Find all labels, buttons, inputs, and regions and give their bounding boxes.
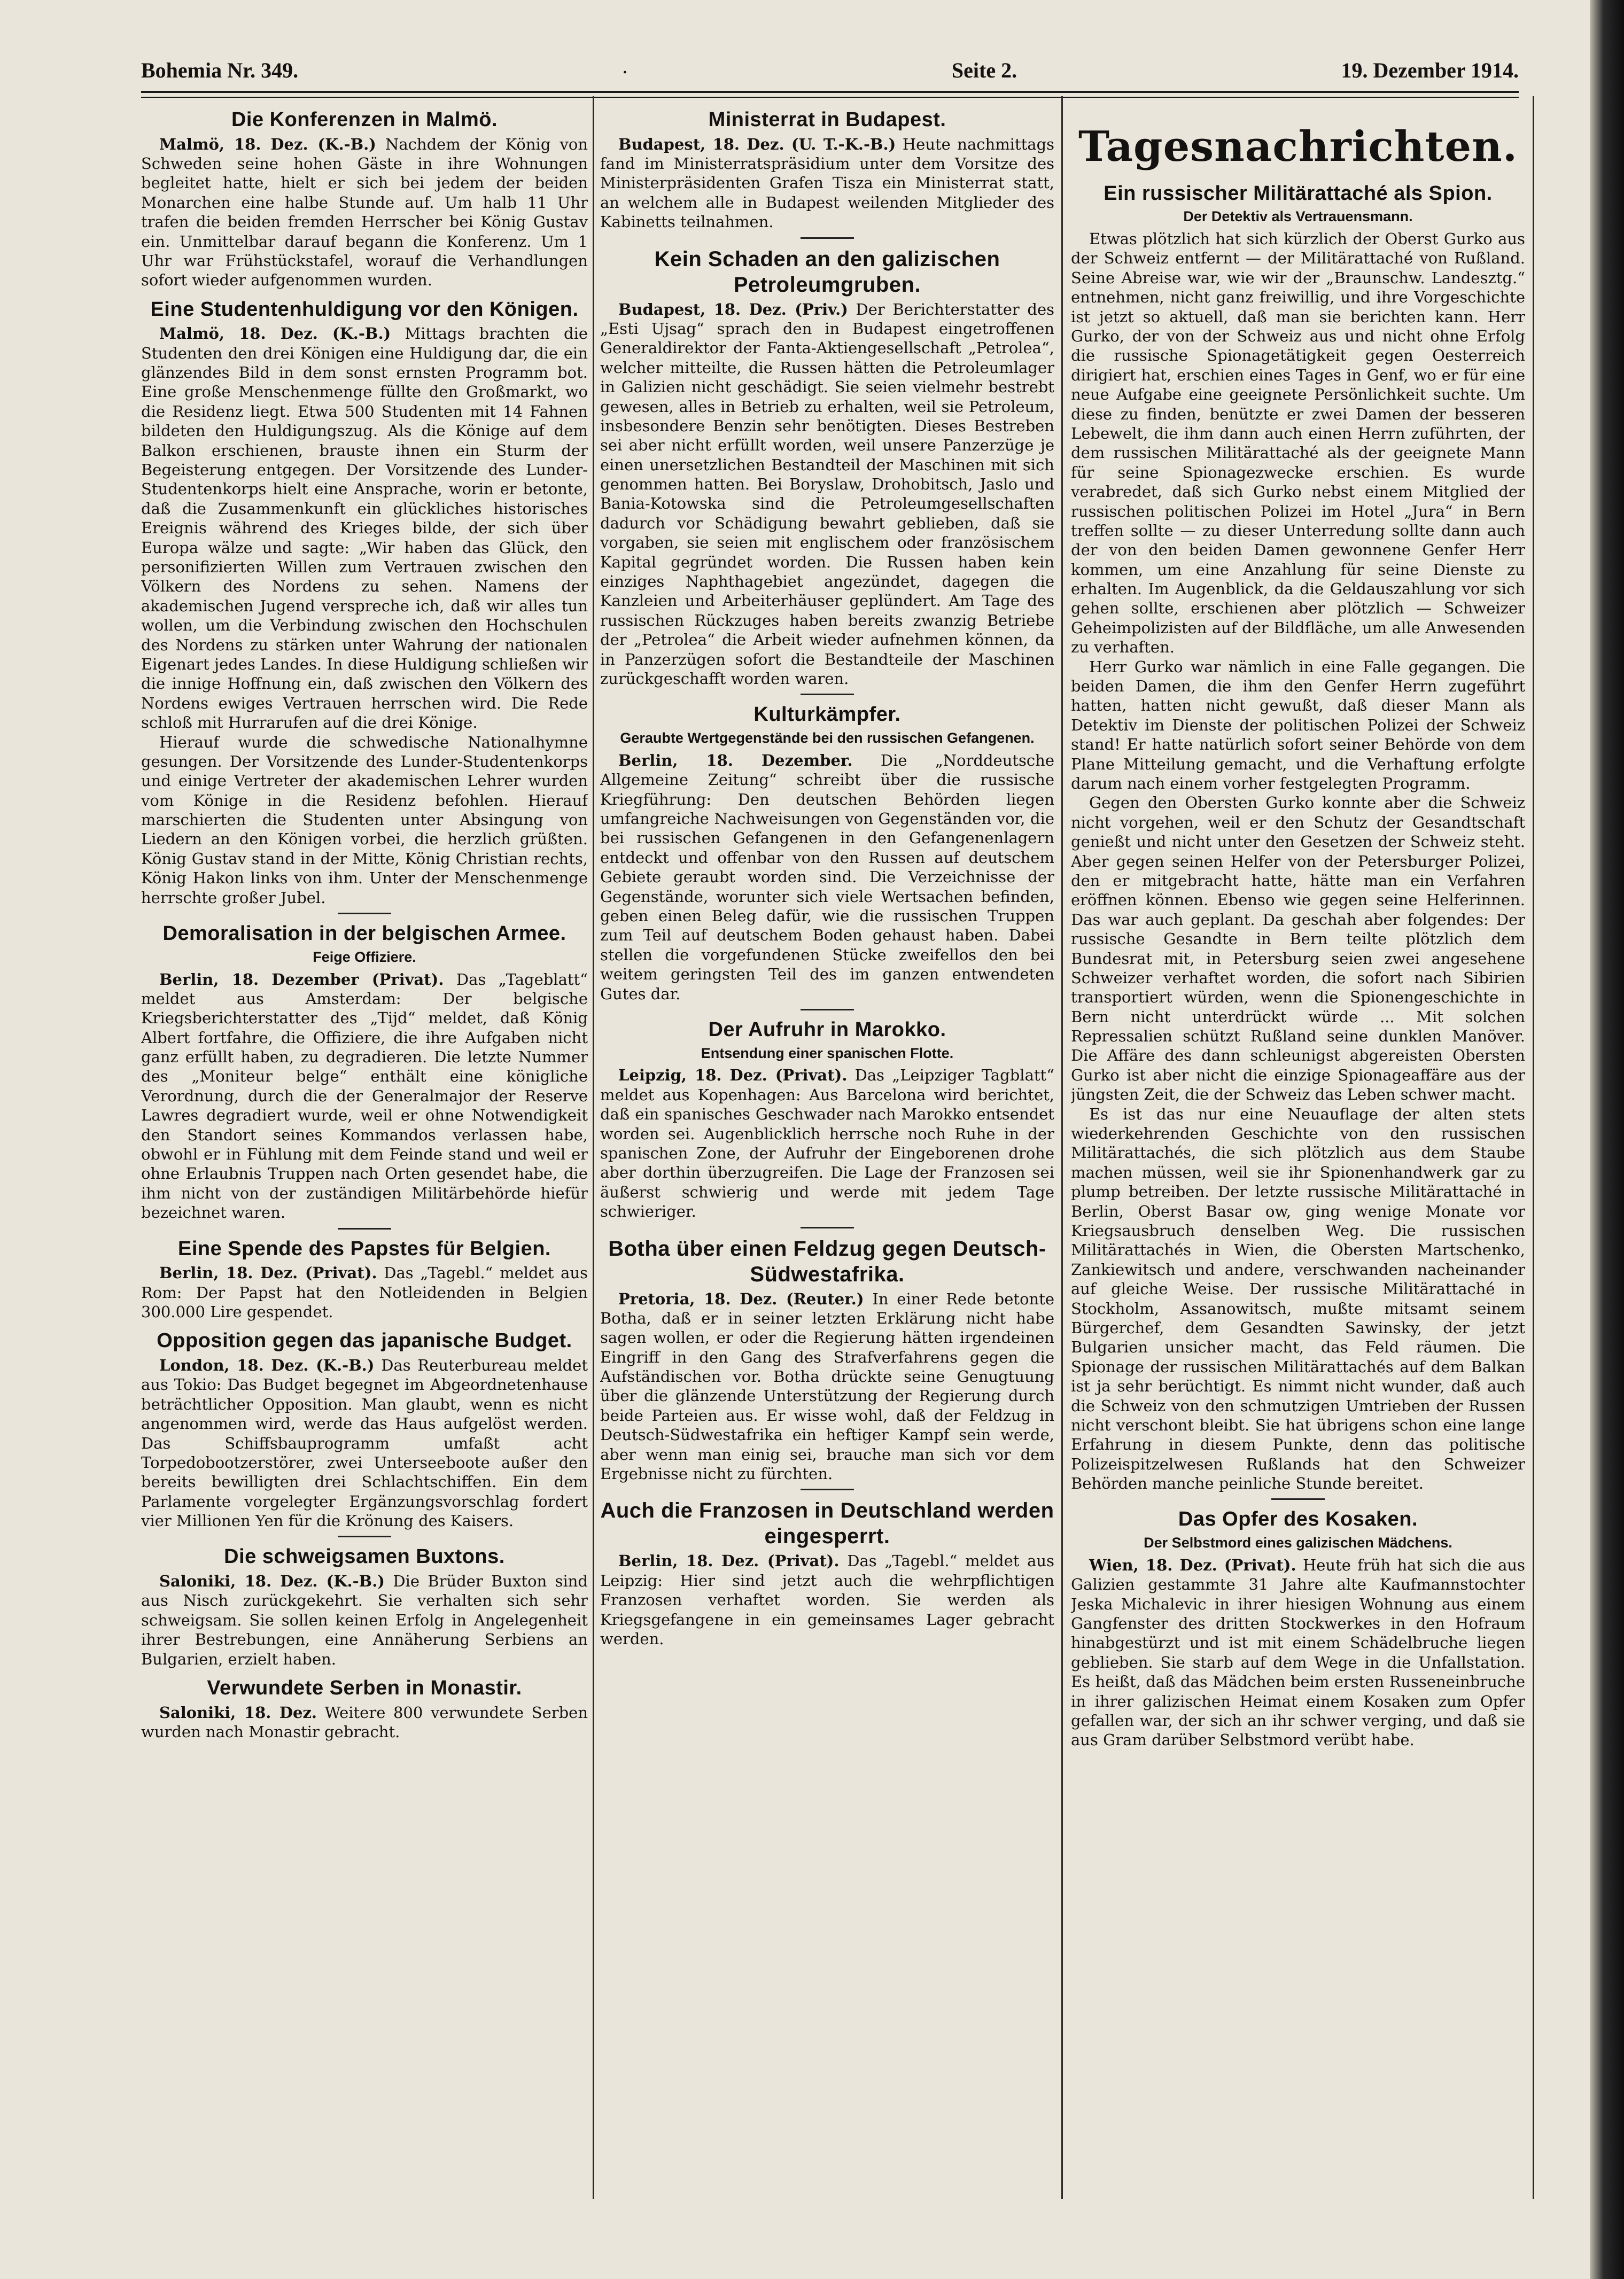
article-ministerrat xyxy=(600,108,1054,232)
article-spende-papst xyxy=(141,1237,588,1322)
article-headline: Verwundete Serben in Monastir. xyxy=(207,1677,522,1699)
article-dateline: London, 18. Dez. (K.-B.) xyxy=(159,1356,375,1374)
article-body xyxy=(141,1263,588,1321)
column-1 xyxy=(141,100,588,2199)
article-headline: Kulturkämpfer. xyxy=(753,703,901,726)
article-text: Das „Leipziger Tagblatt“ meldet aus Kopenhagen: Aus Barcelona wird berichtet, daß ein spanisches Geschwader nach Marokko entsendet worden sei. Augenblicklich herrsche noch Ruhe in der spanischen Zone, der Aufruhr der Eingeborenen drohe aber dorthin überzugreifen. Die Lage der Franzosen sei äußerst schwierig und werde mit jedem Tage schwieriger. xyxy=(600,1066,1054,1221)
article-dateline: Saloniki, 18. Dez. (K.-B.) xyxy=(159,1572,385,1591)
article-body xyxy=(600,300,1054,689)
article-headline: Das Opfer des Kosaken. xyxy=(1178,1508,1418,1531)
article-dateline: Pretoria, 18. Dez. (Reuter.) xyxy=(618,1289,864,1308)
article-headline: Ein russischer Militärattaché als Spion. xyxy=(1104,182,1493,205)
article-body: Etwas plötzlich hat sich kürzlich der Oberst Gurko aus der Schweiz entfernt — der Militärattaché von Rußland. Seine Abreise war, wie wir der „Braunschw. Landesztg.“ entnehmen, nicht ganz freiwillig, und ihre Vorgeschichte ist jetzt so aktuell, daß man sie berichten kann. Herr Gurko, der von der Schweiz aus und nicht ohne Erfolg die russische Spionagetätigkeit gegen Oesterreich dirigiert hat, erschien eines Tages in Genf, wo er für eine neue Aufgabe eine geeignete Persönlichkeit suchte. Um diese zu finden, benützte er zwei Damen der besseren Lebewelt, die ihm dann auch einen Herrn zuführten, der dem russischen Militärattaché als der geeignete Mann für seine Spionagezwecke erschien. Es wurde verabredet, daß sich Gurko nebst einem Mitglied der russischen politischen Polizei im Hotel „Jura“ in Bern treffen sollte — zu dieser Unterredung sollte dann auch der von den beiden Damen gewonnene Genfer Herr kommen, um eine Anzahlung für seine Dienste zu erhalten. Im Augenblick, da die Geldauszahlung vor sich gehen sollte, erschienen aber plötzlich — Schweizer Geheimpolizisten auf der Bildfläche, um alle Anwesenden zu verhaften. xyxy=(1071,230,1525,657)
article-text: Mittags brachten die Studenten den drei Königen eine Huldigung dar, die ein glänzendes Bild in dem sonst ernsten Programm bot. Eine große Menschenmenge füllte den Großmarkt, wo die Residenz liegt. Etwa 500 Studenten mit 14 Fahnen bildeten den Huldigungszug. Als die Könige auf dem Balkon erschienen, brauste ihnen ein Sturm der Begeisterung entgegen. Der Vorsitzende des Lunder-Studentenkorps hielt eine Ansprache, worin er betonte, daß die Zusammenkunft ein glückliches historisches Ereignis während des Krieges bilde, der sich über Europa wälze und sagte: „Wir haben das Glück, den personifizierten Willen zum Vertrauen zwischen den Völkern des Nordens zu sehen. Namens der akademischen Jugend verspreche ich, daß wir alles tun wollen, um die Verbindung zwischen den Hochschulen des Nordens zu stärken unter Wahrung der nationalen Eigenart jedes Landes. In diese Huldigung schließen wir die innige Hoffnung ein, daß zwischen den Völkern des Nordens ewiges Vertrauen herrschen wird. Die Rede schloß mit Hurrarufen auf die drei Könige. xyxy=(141,324,588,732)
article-militaerattache-spion xyxy=(1071,182,1525,1494)
article-dateline: Wien, 18. Dez. (Privat). xyxy=(1089,1555,1296,1574)
article-body xyxy=(141,135,588,290)
article-text: Das Reuterbureau meldet aus Tokio: Das Budget begegnet im Abgeordnetenhause beträchtlicher Opposition. Man glaubt, wenn es nicht angenommen wird, werde das Haus aufgelöst werden. Das Schiffsbauprogramm umfaßt acht Torpedobootzerstörer, zwei Unterseeboote außer den bereits bewilligten drei Schlachtschiffen. Ein dem Parlamente vorgelegter Ergänzungsvorschlag fordert vier Millionen Yen für die Krönung des Kaisers. xyxy=(141,1356,588,1530)
article-text: Heute früh hat sich die aus Galizien gestammte 31 Jahre alte Kaufmannstochter Jeska Michalevic in ihrer hiesigen Wohnung aus einem Gangfenster des dritten Stockwerkes in den Hofraum hinabgestürzt und ist mit einem Schädelbruche liegen geblieben. Sie starb auf dem Wege in die Unfallstation. Es heißt, daß das Mädchen beim ersten Russeneinbruche in ihrer galizischen Heimat einem Kosaken zum Opfer gefallen war, der sich an ihr schwer verging, und daß sie aus Gram darüber Selbstmord verübt habe. xyxy=(1071,1555,1525,1749)
article-body xyxy=(141,1703,588,1742)
article-separator xyxy=(801,694,854,695)
article-dateline: Leipzig, 18. Dez. (Privat). xyxy=(618,1066,848,1085)
header-date: 19. Dezember 1914. xyxy=(1341,58,1519,82)
article-text: Das „Tagebl.“ meldet aus Rom: Der Papst hat den Notleidenden in Belgien 300.000 Lire gespendet. xyxy=(141,1264,588,1321)
article-separator xyxy=(338,913,391,914)
header-dot: · xyxy=(622,64,628,81)
article-text: Das „Tageblatt“ meldet aus Amsterdam: Der belgische Kriegsberichterstatter des „Tijd“ meldet, daß König Albert fortfahre, die Offiziere, die ihre Aufgaben nicht ganz erfüllt haben, zu degradieren. Die letzte Nummer des „Moniteur belge“ enthält eine königliche Verordnung, durch die der Generalmajor der Reserve Lawres degradiert wurde, weil er ohne Notwendigkeit den Standort seines Kommandos verlassen habe, obwohl er in Fühlung mit dem Feinde stand und weil er ohne Erlaubnis Truppen nach Orten gesendet habe, die ihm nicht von der zuständigen Militärbehörde hiefür bezeichnet waren. xyxy=(141,970,588,1222)
article-text: Heute nachmittags fand im Ministerratspräsidium unter dem Vorsitze des Ministerpräsidenten Grafen Tisza ein Ministerrat statt, an welchem alle in Budapest weilenden Mitglieder des Kabinetts teilnahmen. xyxy=(600,135,1054,231)
article-japanisches-budget xyxy=(141,1329,588,1530)
article-headline: Demoralisation in der belgischen Armee. xyxy=(162,922,566,945)
article-body xyxy=(141,970,588,1223)
article-text: In einer Rede betonte Botha, daß er in seiner letzten Erklärung nicht habe sagen wollen, er oder die Regierung hätten irgendeinen Eingriff in den Gang des Strafverfahrens gegen die Aufständischen vor. Botha drückte seine Genugtuung über die glänzende Unterstützung der Regierung durch beide Parteien aus. Er wisse wohl, daß der Feldzug in Deutsch-Südwestafrika ein heftiger Kampf sein werde, aber wenn man einig sei, brauche man sich vor dem Ergebnisse nicht zu fürchten. xyxy=(600,1289,1054,1483)
article-dateline: Malmö, 18. Dez. (K.-B.) xyxy=(159,135,376,153)
article-konferenzen-malmoe xyxy=(141,108,588,290)
article-serben-monastir xyxy=(141,1676,588,1741)
header-paper-issue: Bohemia Nr. 349. xyxy=(141,58,299,82)
article-separator xyxy=(801,1489,854,1490)
article-aufruhr-marokko xyxy=(600,1018,1054,1222)
article-buxtons xyxy=(141,1545,588,1669)
article-body xyxy=(600,1289,1054,1484)
article-body-paragraph-2: Herr Gurko war nämlich in eine Falle gegangen. Die beiden Damen, die ihm den Genfer Herrn zugeführt hatten, hatten nicht gewußt, daß dieser Mann als Detektiv im Dienste der politischen Polizei der Schweiz stand! Er hatte natürlich sofort seiner Behörde von dem Plane Mitteilung gemacht, und die Verhaftung erfolgte darum nach einem vorher festgelegten Programm. xyxy=(1071,657,1525,792)
column-2 xyxy=(600,100,1054,2199)
article-headline: Botha über einen Feldzug gegen Deutsch-Südwestafrika. xyxy=(608,1236,1046,1286)
column-3 xyxy=(1071,100,1525,2199)
article-kulturkaempfer xyxy=(600,703,1054,1004)
article-body xyxy=(600,751,1054,1004)
article-headline: Ministerrat in Budapest. xyxy=(708,108,946,131)
article-body xyxy=(600,1065,1054,1221)
article-headline: Kein Schaden an den galizischen Petroleumgruben. xyxy=(654,247,1000,297)
article-headline: Eine Spende des Papstes für Belgien. xyxy=(178,1237,551,1260)
article-opfer-kosaken xyxy=(1071,1507,1525,1749)
article-body xyxy=(141,1356,588,1531)
article-botha-feldzug xyxy=(600,1236,1054,1484)
article-dateline: Berlin, 18. Dez. (Privat). xyxy=(159,1264,377,1282)
article-body-paragraph-3: Gegen den Obersten Gurko konnte aber die Schweiz nicht vorgehen, weil er den Schutz der Gesandtschaft genießt und nicht unter den Gesetzen der Schweiz steht. Aber gegen seinen Helfer von der Petersburger Polizei, den er mitgebracht hatte, hätte man ein Verfahren eröffnen können. Ebenso wie gegen seine Helferinnen. Das war auch geplant. Da geschah aber folgendes: Der russische Gesandte in Bern teilte plötzlich dem Bundesrat mit, in Petersburg seien zwei angesehene Schweizer verhaftet worden, die sofort nach Sibirien transportiert würden, wenn die Spionengeschichte in Bern nicht unterdrückt würde ... Mit solchen Repressalien schützt Rußland seine dunklen Manöver. Die Affäre des dann schleunigst abgereisten Obersten Gurko ist aber nicht die einzige Spionageaffäre aus der jüngsten Zeit, die der Schweiz das Leben schwer macht. xyxy=(1071,794,1525,1104)
article-body-paragraph-2: Hierauf wurde die schwedische Nationalhymne gesungen. Der Vorsitzende des Lunder-Studentenkorps und einige Vertreter der akademischen Lehrer wurden vom Könige in die Residenz befohlen. Hierauf marschierten die Studenten unter Absingung von Liedern an den Königen vorbei, die herzlich grüßten. König Gustav stand in der Mitte, König Christian rechts, König Hakon links von ihm. Unter der Menschenmenge herrschte großer Jubel. xyxy=(141,733,588,907)
scan-border xyxy=(1590,0,1624,2279)
column-rule-3 xyxy=(1533,96,1534,2199)
article-subheadline: Der Selbstmord eines galizischen Mädchens. xyxy=(1144,1535,1452,1551)
article-text: Das „Tagebl.“ meldet aus Leipzig: Hier sind jetzt auch die wehrpflichtigen Franzosen verhaftet worden. Sie werden als Kriegsgefangene in ein gemeinsames Lager gebracht werden. xyxy=(600,1552,1054,1648)
article-separator xyxy=(801,1009,854,1010)
article-separator xyxy=(338,1536,391,1537)
article-subheadline: Feige Offiziere. xyxy=(313,948,416,965)
column-rule-1 xyxy=(593,96,594,2199)
article-headline: Die schweigsamen Buxtons. xyxy=(224,1545,505,1568)
running-header xyxy=(141,58,1519,90)
article-body-paragraph-4: Es ist das nur eine Neuauflage der alten stets wiederkehrenden Geschichte von den russischen Militärattachés, die sich plötzlich aus dem Staube machen müssen, weil sie ihr Spionenhandwerk gar zu plump betreiben. Der letzte russische Militärattaché in Berlin, Oberst Basar ow, ging wenige Monate vor Kriegsausbruch denselben Weg. Die russischen Militärattachés in Wien, die Obersten Martschenko, Zankiewitsch und andere, verschwanden nacheinander auf gleiche Weise. Der russische Militärattaché in Stockholm, Assanowitsch, mußte mitsamt seinem Bürgerchef, dem Gesandten Sawinsky, der jetzt Bulgarien unsicher macht, das Feld räumen. Die Spionage der russischen Militärattachés auf dem Balkan ist ja sehr berüchtigt. Es nimmt nicht wunder, daß auch die Schweiz von den schmutzigen Umtrieben der Russen nicht verschont bleibt. Sie hat übrigens schon eine lange Erfahrung in diesem Punkte, denn das politische Polizeispitzelwesen Rußlands hat den Schweizer Behörden manche peinliche Stunde bereitet. xyxy=(1071,1105,1525,1493)
column-rule-2 xyxy=(1061,96,1063,2199)
article-dateline: Malmö, 18. Dez. (K.-B.) xyxy=(159,324,391,343)
article-text: Nachdem der König von Schweden seine hohen Gäste in ihre Wohnungen begleitet hatte, hielt er sich bei jedem der beiden Monarchen eine halbe Stunde auf. Um halb 11 Uhr trafen die beiden fremden Herrscher bei König Gustav ein. Unmittelbar darauf begann die Konferenz. Um 1 Uhr war Frühstückstafel, worauf die Verhandlungen sofort wieder aufgenommen wurden. xyxy=(141,135,588,290)
header-rule xyxy=(141,91,1519,98)
article-text: Die Brüder Buxton sind aus Nisch zurückgekehrt. Sie verhalten sich sehr schweigsam. Sie sollen keinen Erfolg in Angelegenheit ihrer Bestrebungen, eine Annäherung Serbiens an Bulgarien, erzielt haben. xyxy=(141,1572,588,1668)
article-petroleumgruben xyxy=(600,246,1054,689)
article-headline: Opposition gegen das japanische Budget. xyxy=(157,1329,572,1352)
article-dateline: Saloniki, 18. Dez. xyxy=(159,1703,317,1722)
article-dateline: Budapest, 18. Dez. (Priv.) xyxy=(618,300,848,318)
article-subheadline: Entsendung einer spanischen Flotte. xyxy=(701,1045,954,1061)
article-body xyxy=(600,135,1054,232)
article-body xyxy=(1071,1555,1525,1750)
article-dateline: Budapest, 18. Dez. (U. T.-K.-B.) xyxy=(618,135,896,153)
article-subheadline: Der Detektiv als Vertrauensmann. xyxy=(1183,208,1413,225)
article-headline: Der Aufruhr in Marokko. xyxy=(708,1018,946,1041)
article-demoralisation xyxy=(141,922,588,1223)
newspaper-page xyxy=(90,0,1543,2279)
article-headline: Auch die Franzosen in Deutschland werden eingesperrt. xyxy=(600,1499,1054,1549)
header-page-number: Seite 2. xyxy=(951,58,1017,82)
article-headline: Eine Studentenhuldigung vor den Königen. xyxy=(150,298,579,321)
article-separator xyxy=(801,1227,854,1228)
article-body xyxy=(141,324,588,732)
article-subheadline: Geraubte Wertgegenstände bei den russischen Gefangenen. xyxy=(620,729,1035,746)
article-dateline: Berlin, 18. Dezember. xyxy=(618,751,853,769)
article-separator xyxy=(801,237,854,239)
article-separator xyxy=(1271,1498,1325,1500)
article-dateline: Berlin, 18. Dez. (Privat). xyxy=(618,1552,840,1570)
section-title-tagesnachrichten: Tagesnachrichten. xyxy=(1078,122,1518,171)
article-franzosen-eingesperrt xyxy=(600,1498,1054,1648)
article-studentenhuldigung xyxy=(141,298,588,907)
article-body xyxy=(141,1572,588,1669)
article-dateline: Berlin, 18. Dezember (Privat). xyxy=(159,970,444,989)
article-separator xyxy=(338,1228,391,1230)
article-headline: Die Konferenzen in Malmö. xyxy=(231,108,498,131)
article-text: Die „Norddeutsche Allgemeine Zeitung“ schreibt über die russische Kriegführung: Den deutschen Behörden liegen umfangreiche Nachweisungen von Gegenständen vor, die bei russischen Gefangenen in den Gefangenenlagern entdeckt und offenbar von den Russen auf deutschem Gebiete geraubt worden sind. Die Verzeichnisse der Gegenstände, worunter sich viele Wertsachen befinden, geben einen Beleg dafür, wie die russischen Truppen zum Teil auf deutschem Boden gehaust haben. Dabei stellen die vorgefundenen Stücke zweifellos den bei weitem geringsten Teil des im ganzen entwendeten Gutes dar. xyxy=(600,751,1054,1003)
article-body xyxy=(600,1551,1054,1648)
article-text: Weitere 800 verwundete Serben wurden nach Monastir gebracht. xyxy=(141,1703,588,1741)
article-text: Der Berichterstatter des „Esti Ujsag“ sprach den in Budapest eingetroffenen Generaldirektor der Fanta-Aktiengesellschaft „Petrolea“, welcher mitteilte, die Russen hätten die Petroleumlager in Galizien nicht geschädigt. Sie seien vielmehr bestrebt gewesen, alles in Betrieb zu erhalten, weil sie Petroleum, insbesondere Benzin sehr benötigten. Dieses Bestreben sei aber nicht erfüllt worden, weil unsere Panzerzüge je einen unersetzlichen Bestandteil der Maschinen mit sich genommen hatten. Bei Boryslaw, Drohobitsch, Jaslo und Bania-Kotowska sind die Petroleumgesellschaften dadurch vor Schädigung bewahrt geblieben, daß sie vorgaben, sie seien mit englischem oder französischem Kapital gegründet worden. Die Russen haben kein einziges Naphthagebiet angezündet, dagegen die Kanzleien und Arbeiterhäuser geplündert. Am Tage des russischen Rückzuges haben bereits zwanzig Betriebe der „Petrolea“ die Arbeit wieder aufnehmen können, da in Panzerzügen sofort die Bestandteile der Maschinen zurückgeschafft worden waren. xyxy=(600,300,1054,688)
